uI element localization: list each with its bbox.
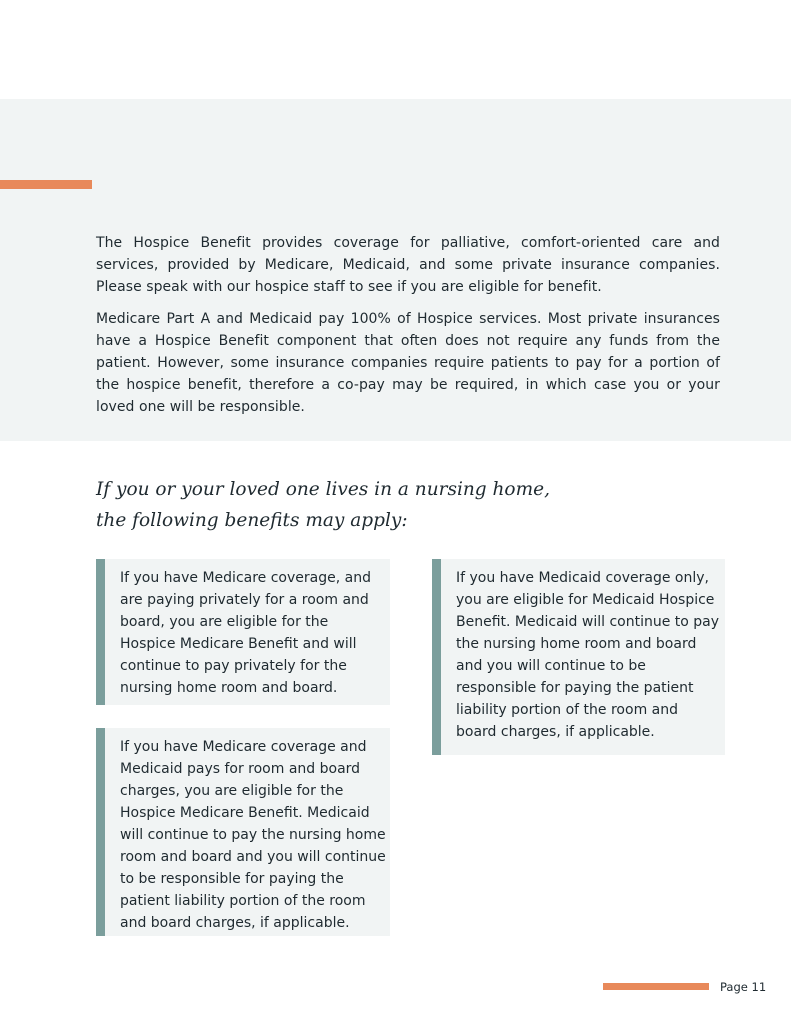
benefit-card-medicaid-only [432,559,725,755]
benefit-card-text: If you have Medicare coverage and Medicaid pays for room and board charges, you are eligible for the Hospice Medicare Benefit. Medicaid will continue to pay the nursing home room and board and you will continue to be responsible for paying the patient liability portion of the room and board charges, if applicable. [120,739,386,931]
benefit-card-text: If you have Medicaid coverage only, you are eligible for Medicaid Hospice Benefit. Medicaid will continue to pay the nursing home room and board and you will continue to be responsible for paying the patient liability portion of the room and board charges, if applicable. [456,570,720,740]
benefit-card-medicare-private [96,559,390,705]
footer-accent-bar [603,983,709,990]
intro-text [96,232,720,428]
section-heading-line-1: If you or your loved one lives in a nursing home, [96,479,550,500]
benefit-card-medicare-medicaid [96,728,390,936]
intro-paragraph-1: The Hospice Benefit provides coverage for palliative, comfort-oriented care and services, provided by Medicare, Medicaid, and some private insurance companies. Please speak with our hospice staff to see if you are eligible for benefit. [96,235,720,295]
accent-bar [0,180,92,189]
intro-paragraph-2: Medicare Part A and Medicaid pay 100% of Hospice services. Most private insurances have a Hospice Benefit component that often does not require any funds from the patient. However, some insurance companies require patients to pay for a portion of the hospice benefit, therefore a co-pay may be required, in which case you or your loved one will be responsible. [96,311,720,415]
benefit-card-text: If you have Medicare coverage, and are paying privately for a room and board, you are eligible for the Hospice Medicare Benefit and will continue to pay privately for the nursing home room and board. [120,570,371,696]
section-heading [96,474,656,536]
section-heading-line-2: the following benefits may apply: [96,510,408,531]
page-number: Page 11 [720,980,767,994]
